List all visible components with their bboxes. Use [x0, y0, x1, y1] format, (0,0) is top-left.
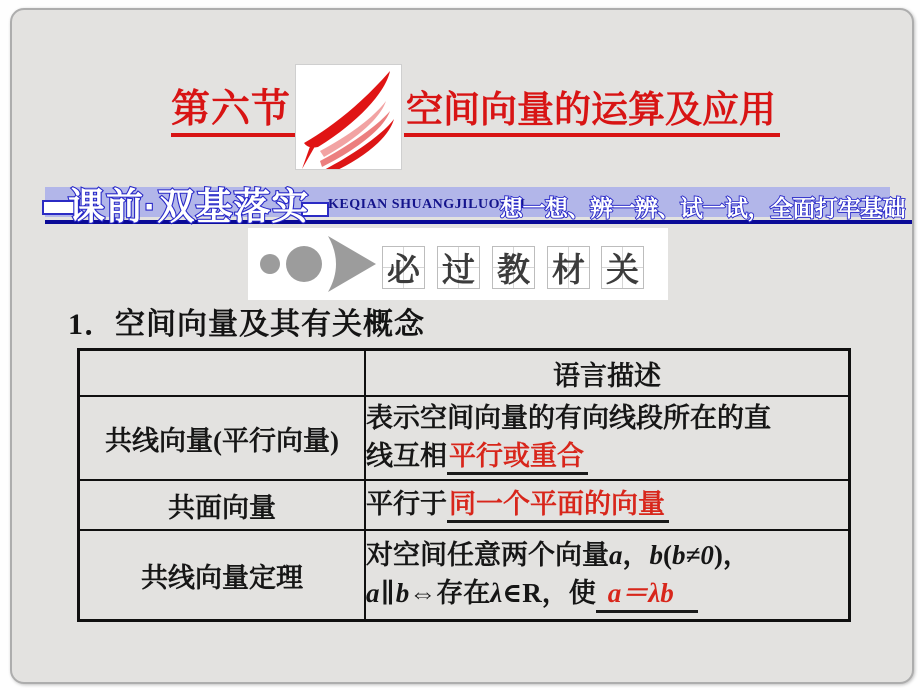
circles-play-icon: [248, 228, 398, 300]
term-cell: 共面向量: [79, 480, 366, 530]
grid-char-5: 关: [601, 246, 644, 289]
term-cell: 共线向量定理: [79, 530, 366, 621]
red-swoosh-logo: [295, 64, 402, 170]
swoosh-icon: [296, 65, 401, 169]
concept-table: [77, 348, 851, 622]
banner-tagline: 想一想、辨一辨、试一试，全面打牢基础: [500, 195, 905, 221]
page-title: 空间向量的运算及应用: [404, 90, 780, 137]
header-term-cell: [79, 350, 366, 397]
desc-cell: 平行于同一个平面的向量: [365, 480, 850, 530]
term-cell: 共线向量(平行向量): [79, 396, 366, 480]
grid-char-1: 必: [382, 246, 425, 289]
table-row: [79, 396, 850, 480]
table-header-row: [79, 350, 850, 397]
grid-char-2: 过: [437, 246, 480, 289]
banner-pinyin: KEQIAN SHUANGJILUOSHI: [328, 197, 526, 212]
header-desc-cell: 语言描述: [365, 350, 850, 397]
desc-cell: 对空间任意两个向量a，b(b≠0)， a∥b⇔存在λ∈R，使 a＝λb: [365, 530, 850, 621]
table-row: [79, 480, 850, 530]
desc-cell: 表示空间向量的有向线段所在的直 线互相平行或重合: [365, 396, 850, 480]
grid-char-4: 材: [547, 246, 590, 289]
grid-char-3: 教: [492, 246, 535, 289]
table-row: [79, 530, 850, 621]
section-label: 第六节: [171, 90, 295, 137]
banner-heading: 课前·双基落实: [68, 186, 310, 227]
lesson-heading: 1．空间向量及其有关概念: [68, 308, 425, 341]
